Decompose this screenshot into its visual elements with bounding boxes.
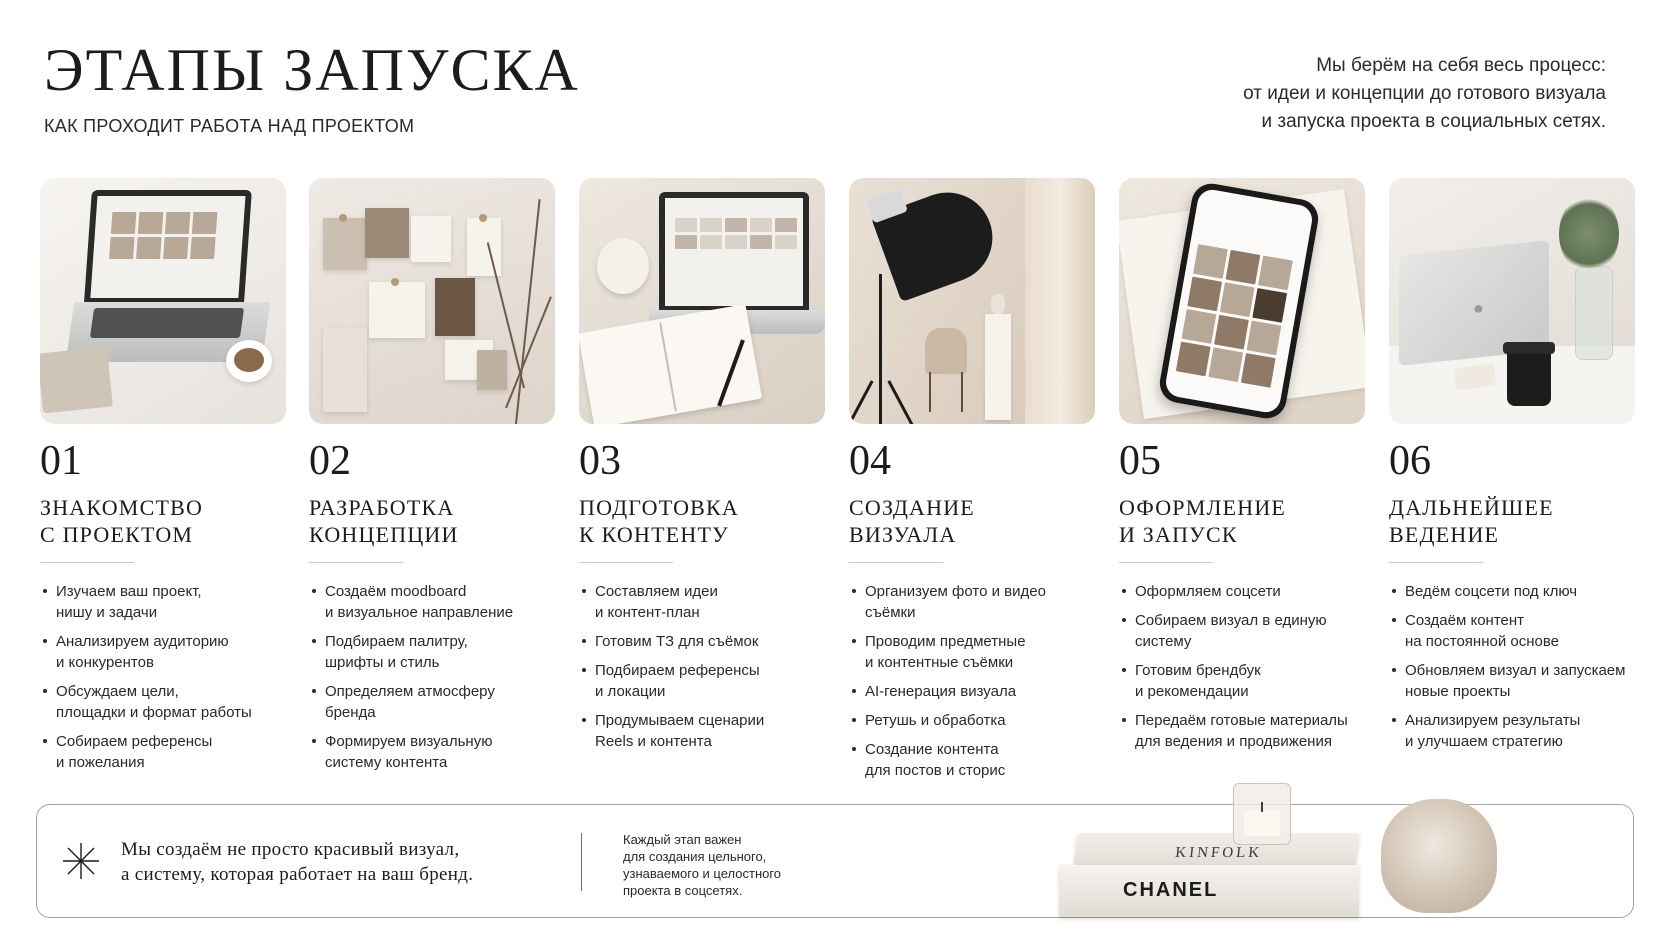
page-subtitle: КАК ПРОХОДИТ РАБОТА НАД ПРОЕКТОМ: [44, 116, 415, 136]
steps-row: [40, 178, 1634, 778]
list-item: Составляем идеи и контент-план: [579, 581, 827, 623]
step-photo-moodboard: [309, 178, 555, 424]
vertical-divider: [581, 833, 582, 891]
page-title: ЭТАПЫ ЗАПУСКА: [44, 37, 580, 103]
description-line: Мы берём на себя весь процесс:: [1316, 55, 1606, 76]
list-item: Анализируем аудиторию и конкурентов: [40, 631, 288, 673]
divider: [1119, 562, 1213, 563]
laptop-icon: [84, 190, 252, 302]
step-number: 04: [849, 438, 891, 484]
coffee-cup-icon: [1507, 348, 1551, 406]
list-item: Ведём соцсети под ключ: [1389, 581, 1637, 602]
eucalyptus-plant-icon: [1559, 194, 1619, 274]
step-photo-phone-feed: [1119, 178, 1365, 424]
step-list: [309, 581, 557, 773]
step-card-5: [1119, 178, 1367, 760]
candle-glass-icon: [1233, 783, 1291, 845]
asterisk-star-icon: [61, 841, 101, 881]
list-item: Подбираем палитру, шрифты и стиль: [309, 631, 557, 673]
list-item: Обновляем визуал и запускаем новые проекты: [1389, 660, 1637, 702]
list-item: Анализируем результаты и улучшаем стратегию: [1389, 710, 1637, 752]
list-item: Изучаем ваш проект, нишу и задачи: [40, 581, 288, 623]
list-item: Оформляем соцсети: [1119, 581, 1367, 602]
glass-vase-icon: [1381, 799, 1497, 913]
book-kinfolk: KINFOLK: [1073, 833, 1360, 879]
step-list: [1119, 581, 1367, 752]
description-line: от идеи и концепции до готового визуала: [1243, 83, 1606, 104]
step-card-4: [849, 178, 1097, 789]
list-item: Собираем визуал в единую систему: [1119, 610, 1367, 652]
step-title: РАЗРАБОТКА КОНЦЕПЦИИ: [309, 495, 459, 547]
list-item: Готовим ТЗ для съёмок: [579, 631, 827, 652]
list-item: Проводим предметные и контентные съёмки: [849, 631, 1097, 673]
list-item: Организуем фото и видео съёмки: [849, 581, 1097, 623]
step-photo-studio-light: [849, 178, 1095, 424]
page-description: [1046, 52, 1606, 136]
description-line: и запуска проекта в социальных сетях.: [1261, 111, 1606, 132]
divider: [849, 562, 943, 563]
step-list: [1389, 581, 1637, 752]
divider: [1389, 562, 1483, 563]
step-card-2: [309, 178, 557, 781]
step-card-1: [40, 178, 288, 781]
step-number: 03: [579, 438, 621, 484]
step-title: ЗНАКОМСТВО С ПРОЕКТОМ: [40, 495, 204, 547]
step-title: ДАЛЬНЕЙШЕЕ ВЕДЕНИЕ: [1389, 495, 1554, 547]
list-item: AI-генерация визуала: [849, 681, 1097, 702]
step-number: 06: [1389, 438, 1431, 484]
step-number: 05: [1119, 438, 1161, 484]
pedestal: [985, 314, 1011, 420]
list-item: Собираем референсы и пожелания: [40, 731, 288, 773]
list-item: Формируем визуальную систему контента: [309, 731, 557, 773]
step-card-3: [579, 178, 827, 760]
step-title: СОЗДАНИЕ ВИЗУАЛА: [849, 495, 975, 547]
list-item: Создаём контент на постоянной основе: [1389, 610, 1637, 652]
step-title: ОФОРМЛЕНИЕ И ЗАПУСК: [1119, 495, 1287, 547]
list-item: Создаём moodboard и визуальное направление: [309, 581, 557, 623]
list-item: Обсуждаем цели, площадки и формат работы: [40, 681, 288, 723]
banner-statement: Мы создаём не просто красивый визуал, а систему, которая работает на ваш бренд.: [121, 839, 474, 885]
list-item: Подбираем референсы и локации: [579, 660, 827, 702]
step-number: 01: [40, 438, 82, 484]
step-list: [40, 581, 288, 773]
divider: [579, 562, 673, 563]
banner-note: Каждый этап важен для создания цельного, узнаваемого и целостного проекта в соцсетях.: [623, 832, 782, 898]
list-item: Ретушь и обработка: [849, 710, 1097, 731]
glass-vase-icon: [1575, 266, 1613, 360]
step-number: 02: [309, 438, 351, 484]
chair-icon: [925, 328, 967, 374]
vase-icon: [597, 238, 649, 294]
list-item: Готовим брендбук и рекомендации: [1119, 660, 1367, 702]
list-item: Продумываем сценарии Reels и контента: [579, 710, 827, 752]
step-photo-laptop-coffee-plant: ●: [1389, 178, 1635, 424]
bottom-banner: [36, 804, 1634, 918]
list-item: Определяем атмосферу бренда: [309, 681, 557, 723]
laptop-icon: [659, 192, 809, 310]
notebook-icon: [40, 347, 113, 414]
step-card-6: [1389, 178, 1637, 760]
curtain: [1025, 178, 1095, 424]
step-title: ПОДГОТОВКА К КОНТЕНТУ: [579, 495, 740, 547]
step-photo-laptop-coffee: [40, 178, 286, 424]
list-item: Создание контента для постов и сторис: [849, 739, 1097, 781]
step-list: [579, 581, 827, 752]
book-chanel: CHANEL: [1059, 865, 1359, 917]
divider: [40, 562, 134, 563]
step-list: [849, 581, 1097, 781]
list-item: Передаём готовые материалы для ведения и продвижения: [1119, 710, 1367, 752]
divider: [309, 562, 403, 563]
step-photo-laptop-planner: [579, 178, 825, 424]
